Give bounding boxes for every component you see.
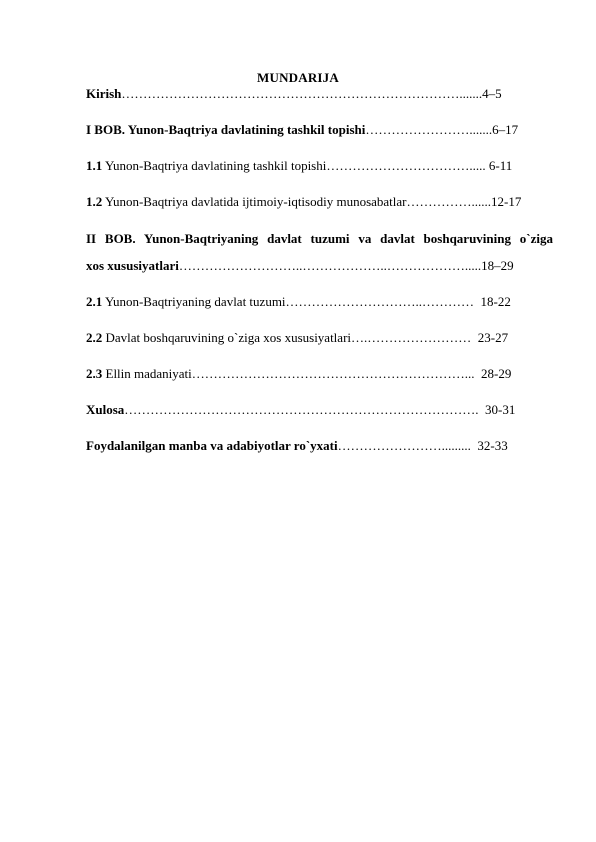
toc-entry-pages: 23-27 [477,330,509,345]
toc-entry-leader: ……………...... [406,194,491,209]
toc-entry-leader: ………………………………………………………... [191,366,482,381]
toc-entry-number: 2.3 [86,366,103,381]
toc-entry-pages: 28-29 [481,366,512,381]
toc-entry-references [86,438,508,454]
toc-entry-pages: 18–29 [481,258,514,273]
toc-entry-leader: ………………………………………………………………………. [124,402,486,417]
toc-entry-chapter-2 [86,231,553,247]
toc-entry-pages: 12-17 [491,194,522,209]
toc-entry-pages: 6-11 [488,158,513,173]
toc-entry-section-2-2 [86,330,508,346]
toc-entry-number: 2.1 [86,294,103,309]
toc-entry-pages: 32-33 [477,438,508,453]
toc-entry-leader: ……………………....... [365,122,493,137]
toc-entry-pages: 6–17 [492,122,519,137]
toc-entry-leader: ……………………......... [337,438,478,453]
toc-entry-text: Yunon-Baqtriya davlatining tashkil topishi [102,158,327,173]
page-title: MUNDARIJA [257,70,339,85]
toc-entry-pages: 30-31 [485,402,516,417]
toc-entry-leader: ………………………..………………..………………..... [178,258,482,273]
toc-entry-pages: 18-22 [480,294,511,309]
toc-entry-kirish [86,86,502,102]
toc-entry-leader: ….…………………… [351,330,478,345]
toc-entry-heading: Xulosa [86,402,125,417]
toc-entry-text: Yunon-Baqtriya davlatida ijtimoiy-iqtisodiy munosabatlar [102,194,407,209]
toc-entry-chapter-1 [86,122,518,138]
toc-entry-text: Ellin madaniyati [102,366,192,381]
toc-entry-text: Davlat boshqaruvining o`ziga xos xususiyatlari [102,330,352,345]
toc-entry-heading: I BOB. Yunon-Baqtriya davlatining tashkil topishi [86,122,366,137]
toc-entry-section-2-3 [86,366,511,382]
toc-entry-section-1-1 [86,158,512,174]
toc-entry-number: 1.2 [86,194,103,209]
toc-entry-leader: …………………………..………… [285,294,481,309]
toc-entry-leader: ……………………………..... [326,158,489,173]
toc-entry-chapter-2-continuation [86,258,514,274]
toc-entry-pages: 4–5 [482,86,502,101]
toc-entry-section-2-1 [86,294,511,310]
toc-entry-number: 2.2 [86,330,103,345]
toc-entry-heading: II BOB. Yunon-Baqtriyaning davlat tuzumi va davlat boshqaruvining o`ziga [86,231,553,246]
toc-entry-number: 1.1 [86,158,103,173]
toc-entry-text: Yunon-Baqtriyaning davlat tuzumi [102,294,286,309]
toc-entry-heading: xos xususiyatlari [86,258,179,273]
toc-entry-section-1-2 [86,194,521,210]
toc-entry-xulosa [86,402,515,418]
toc-entry-leader: ……………………………………………………………………....... [121,86,483,101]
toc-entry-heading: Foydalanilgan manba va adabiyotlar ro`yxati [86,438,338,453]
toc-entry-heading: Kirish [86,86,122,101]
